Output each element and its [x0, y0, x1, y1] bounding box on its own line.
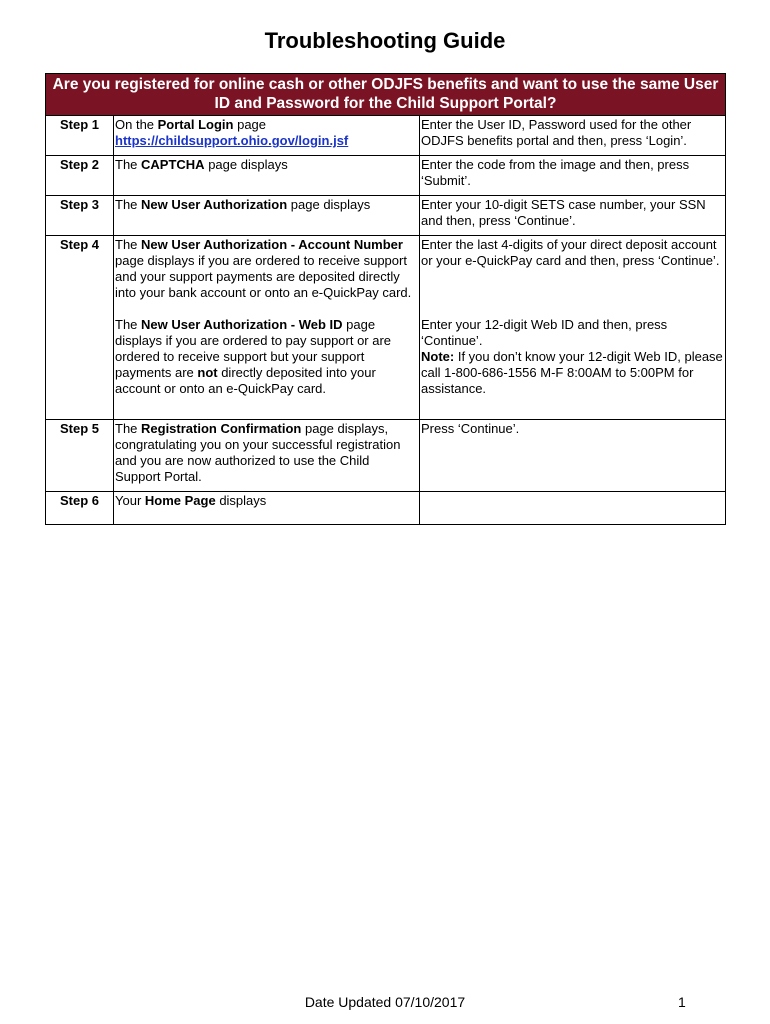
action-text: The	[115, 237, 142, 252]
action-text: page	[233, 117, 267, 132]
action-bold: New User Authorization - Account Number	[141, 237, 403, 252]
action-text: directly deposited into your account or onto an e-QuickPay card.	[115, 365, 376, 396]
step-label: Step 6	[46, 492, 114, 525]
action-bold: CAPTCHA	[141, 157, 205, 172]
page-title: Troubleshooting Guide	[264, 28, 506, 53]
action-text: The	[115, 197, 142, 212]
step-response	[420, 492, 726, 525]
response-text: Enter your 12-digit Web ID and then, press ‘Continue’.	[421, 317, 668, 348]
step-response: Enter the User ID, Password used for the other ODJFS benefits portal and then, press ‘Login’.	[420, 116, 726, 156]
action-text: page displays	[287, 197, 371, 212]
table-row	[46, 196, 726, 236]
step-label: Step 1	[46, 116, 114, 156]
action-text: On the	[115, 117, 158, 132]
table-row	[46, 156, 726, 196]
action-text: The	[115, 157, 142, 172]
response-text: Enter the last 4-digits of your direct deposit account or your e-QuickPay card and then, press ‘Continue’.	[421, 237, 720, 268]
portal-login-link[interactable]: https://childsupport.ohio.gov/login.jsf	[115, 133, 349, 148]
action-text: Your	[115, 493, 145, 508]
step-action	[114, 196, 420, 236]
step-action	[114, 156, 420, 196]
action-text: The	[115, 317, 142, 332]
action-bold: Portal Login	[157, 117, 234, 132]
action-bold: Registration Confirmation	[141, 421, 302, 436]
step-label: Step 4	[46, 236, 114, 420]
table-row	[46, 116, 726, 156]
date-updated: Date Updated 07/10/2017	[304, 994, 466, 1010]
table-row	[46, 420, 726, 492]
note-text: If you don’t know your 12-digit Web ID, please call 1-800-686-1556 M-F 8:00AM to 5:00PM for assistance.	[421, 349, 723, 396]
action-text: page displays, congratulating you on your successful registration and you are now authorized to use the Child Support Portal.	[115, 421, 401, 484]
page-number: 1	[678, 994, 686, 1010]
action-text: displays	[215, 493, 267, 508]
step-label: Step 2	[46, 156, 114, 196]
step-action	[114, 236, 420, 420]
step-label: Step 5	[46, 420, 114, 492]
table-row	[46, 236, 726, 420]
action-text: The	[115, 421, 142, 436]
step-response: Enter your 10-digit SETS case number, your SSN and then, press ‘Continue’.	[420, 196, 726, 236]
table-header: Are you registered for online cash or other ODJFS benefits and want to use the same User ID and Password for the Child Support Portal?	[46, 74, 726, 116]
action-text: page displays	[204, 157, 288, 172]
header-row	[46, 74, 726, 116]
step-response: Enter the code from the image and then, press ‘Submit’.	[420, 156, 726, 196]
troubleshooting-table	[45, 73, 726, 525]
step-label: Step 3	[46, 196, 114, 236]
step-response: Press ‘Continue’.	[420, 420, 726, 492]
action-text: page displays if you are ordered to receive support and your support payments are deposited directly into your bank account or onto an e-QuickPay card.	[115, 253, 412, 300]
step-action	[114, 116, 420, 156]
step-action	[114, 420, 420, 492]
note-label: Note:	[421, 349, 455, 364]
action-bold: New User Authorization - Web ID	[141, 317, 343, 332]
step-action	[114, 492, 420, 525]
table-row	[46, 492, 726, 525]
step-response	[420, 236, 726, 420]
action-text: page displays if you are ordered to pay support or are ordered to receive support but your support payments are	[115, 317, 392, 380]
action-bold: not	[197, 365, 218, 380]
action-bold: Home Page	[144, 493, 216, 508]
action-bold: New User Authorization	[141, 197, 288, 212]
